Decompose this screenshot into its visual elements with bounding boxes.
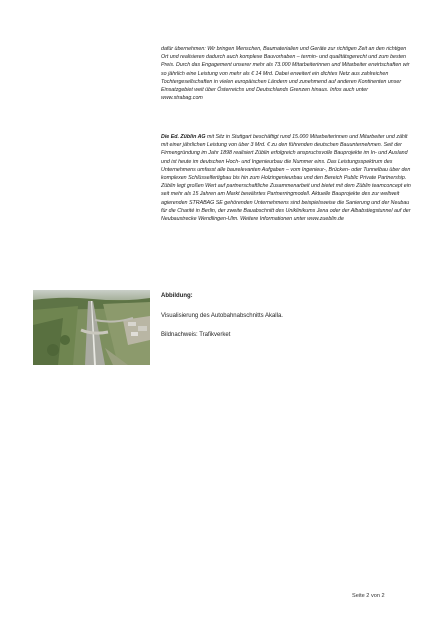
caption-text: Visualisierung des Autobahnabschnitts Akalla. [161,313,283,319]
paragraph-2-body: mit Sitz in Stuttgart beschäftigt rund 15.000 Mitarbeiterinnen und Mitarbeiter und zählt mit einer jährlichen Leistung von über 3 Mrd. € zu den führenden deutschen Bauunternehmen. Seit der Firmengründung im Jahr 1898 realisiert Züblin erfolgreich anspruchsvolle Bauprojekte im In- und Ausland und ist heute im deutschen Hoch- und Ingenieurbau die Nummer eins. Das Leistungsspektrum des Unternehmens umfasst alle baurelevanten Aufgaben – vom Ingenieur-, Brücken- oder Tunnelbau über den komplexen Schlüsselfertigbau bis hin zum Holzingenieurbau und den Bereich Public Private Partnership. Züblin legt großen Wert auf partnerschaftliche Zusammenarbeit und bietet mit dem Züblin teamconcept ein seit mehr als 15 Jahren am Markt bewährtes Partnerringmodell. Aktuelle Bauprojekte des zur weltweit agierenden STRABAG SE gehörenden Unternehmens sind beispielsweise die Sanierung und der Neubau für die Charité in Berlin, der zweite Bauabschnitt des Uniklinikums Jena oder der Albabstiegstunnel auf der Neubaustrecke Wendlingen-Ulm. Weitere Informationen unter www.zueblin.de [161,134,411,223]
company-name: Die Ed. Züblin AG [161,134,206,140]
caption-credit: Bildnachweis: Trafikverket [161,332,231,338]
highway-visualization-image [33,290,150,365]
press-text-paragraph-1: dafür übernehmen: Wir bringen Menschen, Baumaterialien und Geräte zur richtigen Zeit an den richtigen Ort und realisieren dadurch auch komplexe Bauvorhaben – termin- und qualitätsgerecht und zum besten Preis. Durch das Engagement unserer mehr als 73.000 Mitarbeiterinnen und Mitarbeiter erwirtschaften wir so jährlich eine Leistung von mehr als € 14 Mrd. Dabei erweitert ein dichtes Netz aus zahlreichen Tochtergesellschaften in vielen europäischen Ländern und zunehmend auf anderen Kontinenten unser Einsatzgebiet weit über Österreichs und Deutschlands Grenzen hinaus. Infos auch unter www.strabag.com [161,46,410,102]
press-text-paragraph-2 [161,133,411,223]
page-number: Seite 2 von 2 [352,593,385,599]
caption-title: Abbildung: [161,293,193,299]
